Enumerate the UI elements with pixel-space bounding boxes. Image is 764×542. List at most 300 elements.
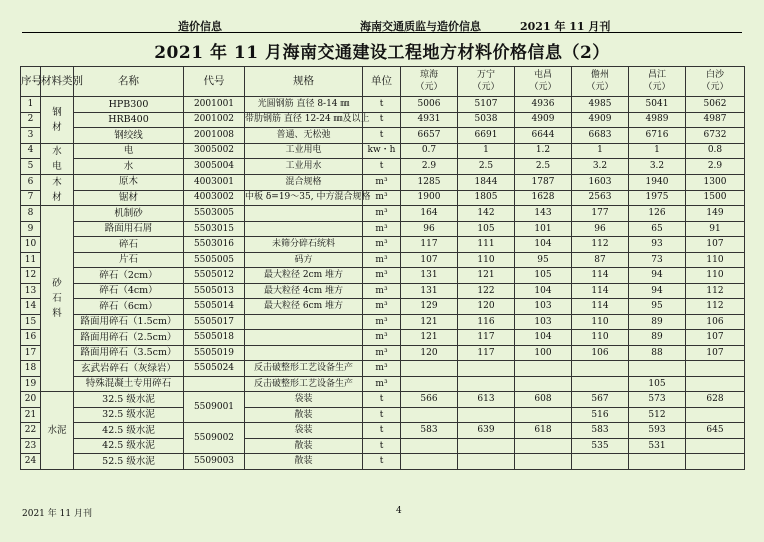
table-row xyxy=(21,438,745,454)
price-cell: 4985 xyxy=(572,97,629,113)
header-center: 海南交通质监与造价信息 xyxy=(360,20,481,33)
unit-cell: kw・h xyxy=(363,143,401,159)
price-cell xyxy=(458,438,515,454)
price-cell: 107 xyxy=(686,330,745,346)
row-number: 21 xyxy=(21,407,41,423)
price-cell: 512 xyxy=(629,407,686,423)
table-row xyxy=(21,112,745,128)
price-cell: 2.5 xyxy=(458,159,515,175)
price-cell: 110 xyxy=(458,252,515,268)
price-cell: 6644 xyxy=(515,128,572,144)
material-code: 2001001 xyxy=(184,97,245,113)
price-cell: 107 xyxy=(686,237,745,253)
row-number: 24 xyxy=(21,454,41,470)
table-row xyxy=(21,97,745,113)
material-name: 42.5 级水泥 xyxy=(74,423,184,439)
material-code: 2001002 xyxy=(184,112,245,128)
unit-cell: t xyxy=(363,438,401,454)
table-row xyxy=(21,237,745,253)
col-name: 名称 xyxy=(74,67,184,97)
unit-cell: m³ xyxy=(363,330,401,346)
material-spec: 散装 xyxy=(245,438,363,454)
table-row xyxy=(21,345,745,361)
price-cell: 107 xyxy=(401,252,458,268)
price-cell: 5107 xyxy=(458,97,515,113)
price-cell: 104 xyxy=(515,237,572,253)
material-spec xyxy=(245,345,363,361)
price-cell: 0.8 xyxy=(686,143,745,159)
price-cell xyxy=(401,376,458,392)
material-spec: 中板 δ=19～35, 中方混合规格 xyxy=(245,190,363,206)
row-number: 13 xyxy=(21,283,41,299)
price-cell: 126 xyxy=(629,206,686,222)
material-code: 5509003 xyxy=(184,454,245,470)
price-cell: 1603 xyxy=(572,174,629,190)
table-row xyxy=(21,128,745,144)
row-number: 9 xyxy=(21,221,41,237)
col-city: 万宁 （元） xyxy=(458,67,515,97)
table-row xyxy=(21,174,745,190)
price-cell: 114 xyxy=(572,299,629,315)
table-row xyxy=(21,392,745,408)
price-table xyxy=(20,66,745,470)
price-cell: 1844 xyxy=(458,174,515,190)
unit-cell: m³ xyxy=(363,268,401,284)
price-cell: 1285 xyxy=(401,174,458,190)
row-number: 2 xyxy=(21,112,41,128)
material-name: 片石 xyxy=(74,252,184,268)
row-number: 16 xyxy=(21,330,41,346)
price-cell xyxy=(515,438,572,454)
price-cell: 112 xyxy=(686,299,745,315)
price-cell: 5006 xyxy=(401,97,458,113)
material-spec: 工业用电 xyxy=(245,143,363,159)
material-spec xyxy=(245,330,363,346)
material-name: 碎石 xyxy=(74,237,184,253)
unit-cell: m³ xyxy=(363,299,401,315)
table-row xyxy=(21,454,745,470)
material-name: 玄武岩碎石（灰绿岩） xyxy=(74,361,184,377)
material-code: 5503005 xyxy=(184,206,245,222)
material-spec: 反击破整形工艺设备生产 xyxy=(245,376,363,392)
row-number: 18 xyxy=(21,361,41,377)
unit-cell: t xyxy=(363,159,401,175)
material-spec xyxy=(245,206,363,222)
price-cell: 122 xyxy=(458,283,515,299)
table-row xyxy=(21,376,745,392)
material-spec xyxy=(245,314,363,330)
price-cell: 96 xyxy=(401,221,458,237)
table-row xyxy=(21,268,745,284)
price-cell: 2.9 xyxy=(401,159,458,175)
material-code: 5505014 xyxy=(184,299,245,315)
price-cell: 121 xyxy=(401,330,458,346)
price-cell: 87 xyxy=(572,252,629,268)
unit-cell: m³ xyxy=(363,345,401,361)
material-code: 5505005 xyxy=(184,252,245,268)
table-row xyxy=(21,407,745,423)
row-number: 10 xyxy=(21,237,41,253)
unit-cell: m³ xyxy=(363,237,401,253)
material-name: 32.5 级水泥 xyxy=(74,407,184,423)
price-cell: 103 xyxy=(515,314,572,330)
price-cell: 117 xyxy=(458,330,515,346)
price-cell: 1787 xyxy=(515,174,572,190)
page-title: 2021 年 11 月海南交通建设工程地方材料价格信息（2） xyxy=(154,43,610,63)
material-name: 路面用碎石（1.5cm） xyxy=(74,314,184,330)
price-cell: 2.5 xyxy=(515,159,572,175)
unit-cell: t xyxy=(363,454,401,470)
row-number: 8 xyxy=(21,206,41,222)
price-cell: 120 xyxy=(458,299,515,315)
material-spec: 反击破整形工艺设备生产 xyxy=(245,361,363,377)
price-cell xyxy=(686,454,745,470)
price-cell: 1.2 xyxy=(515,143,572,159)
material-spec: 袋装 xyxy=(245,392,363,408)
material-code: 5505019 xyxy=(184,345,245,361)
price-cell: 105 xyxy=(629,376,686,392)
price-cell: 110 xyxy=(572,330,629,346)
price-cell: 639 xyxy=(458,423,515,439)
row-number: 19 xyxy=(21,376,41,392)
material-spec: 最大粒径 6cm 堆方 xyxy=(245,299,363,315)
price-cell: 613 xyxy=(458,392,515,408)
row-number: 22 xyxy=(21,423,41,439)
table-row xyxy=(21,283,745,299)
material-spec: 带肋钢筋 直径 12-24 ㎜及以上 xyxy=(245,112,363,128)
price-cell: 114 xyxy=(572,268,629,284)
material-spec: 工业用水 xyxy=(245,159,363,175)
material-name: 电 xyxy=(74,143,184,159)
price-cell: 106 xyxy=(686,314,745,330)
price-cell xyxy=(401,438,458,454)
price-cell: 6691 xyxy=(458,128,515,144)
header-right: 2021 年 11 月刊 xyxy=(520,20,611,33)
price-cell xyxy=(686,361,745,377)
price-cell: 531 xyxy=(629,438,686,454)
price-cell: 628 xyxy=(686,392,745,408)
material-name: 碎石（4cm） xyxy=(74,283,184,299)
price-cell xyxy=(401,407,458,423)
price-cell: 2563 xyxy=(572,190,629,206)
col-unit: 单位 xyxy=(363,67,401,97)
row-number: 14 xyxy=(21,299,41,315)
table-row xyxy=(21,221,745,237)
price-cell xyxy=(458,407,515,423)
row-number: 4 xyxy=(21,143,41,159)
table-header-row xyxy=(21,67,745,97)
price-cell: 73 xyxy=(629,252,686,268)
price-cell: 114 xyxy=(572,283,629,299)
price-cell: 567 xyxy=(572,392,629,408)
price-cell: 1 xyxy=(572,143,629,159)
col-seq: 序号 xyxy=(21,67,41,97)
category-cell: 钢材 xyxy=(41,97,74,144)
material-name: 52.5 级水泥 xyxy=(74,454,184,470)
material-name: 机制砂 xyxy=(74,206,184,222)
price-cell: 1 xyxy=(458,143,515,159)
price-cell: 104 xyxy=(515,283,572,299)
price-cell: 105 xyxy=(458,221,515,237)
price-cell: 89 xyxy=(629,314,686,330)
material-code: 5509001 xyxy=(184,392,245,423)
price-cell: 3.2 xyxy=(572,159,629,175)
price-cell: 573 xyxy=(629,392,686,408)
price-cell: 116 xyxy=(458,314,515,330)
row-number: 15 xyxy=(21,314,41,330)
unit-cell: t xyxy=(363,423,401,439)
price-cell: 89 xyxy=(629,330,686,346)
unit-cell: m³ xyxy=(363,221,401,237)
price-cell: 5062 xyxy=(686,97,745,113)
unit-cell: t xyxy=(363,112,401,128)
price-cell: 65 xyxy=(629,221,686,237)
table-row xyxy=(21,252,745,268)
material-spec: 散装 xyxy=(245,407,363,423)
price-cell: 1975 xyxy=(629,190,686,206)
price-cell: 121 xyxy=(458,268,515,284)
price-cell: 88 xyxy=(629,345,686,361)
price-cell: 1805 xyxy=(458,190,515,206)
price-cell: 121 xyxy=(401,314,458,330)
price-cell: 105 xyxy=(515,268,572,284)
price-cell xyxy=(458,376,515,392)
unit-cell: t xyxy=(363,97,401,113)
material-name: 锯材 xyxy=(74,190,184,206)
row-number: 23 xyxy=(21,438,41,454)
material-name: 水 xyxy=(74,159,184,175)
price-cell: 94 xyxy=(629,283,686,299)
price-cell: 1940 xyxy=(629,174,686,190)
price-cell: 593 xyxy=(629,423,686,439)
footer-page-number: 4 xyxy=(396,506,402,516)
row-number: 7 xyxy=(21,190,41,206)
price-cell: 6732 xyxy=(686,128,745,144)
price-cell: 5038 xyxy=(458,112,515,128)
material-spec: 未筛分碎石统料 xyxy=(245,237,363,253)
header-left: 造价信息 xyxy=(178,20,222,33)
price-cell: 149 xyxy=(686,206,745,222)
header-rule xyxy=(22,32,742,33)
table-row xyxy=(21,159,745,175)
price-cell xyxy=(629,361,686,377)
material-spec: 散装 xyxy=(245,454,363,470)
material-code: 5505017 xyxy=(184,314,245,330)
price-cell xyxy=(458,361,515,377)
col-city: 儋州 （元） xyxy=(572,67,629,97)
table-row xyxy=(21,206,745,222)
price-cell: 91 xyxy=(686,221,745,237)
row-number: 6 xyxy=(21,174,41,190)
material-name: 路面用碎石（2.5cm） xyxy=(74,330,184,346)
material-name: 原木 xyxy=(74,174,184,190)
price-cell xyxy=(572,376,629,392)
col-city: 昌江 （元） xyxy=(629,67,686,97)
price-cell: 104 xyxy=(515,330,572,346)
unit-cell: m³ xyxy=(363,361,401,377)
unit-cell: t xyxy=(363,407,401,423)
price-cell: 608 xyxy=(515,392,572,408)
material-code: 5509002 xyxy=(184,423,245,454)
price-cell: 117 xyxy=(458,345,515,361)
unit-cell: m³ xyxy=(363,190,401,206)
material-name: 碎石（6cm） xyxy=(74,299,184,315)
material-name: 路面用石屑 xyxy=(74,221,184,237)
price-cell: 583 xyxy=(401,423,458,439)
price-cell: 4931 xyxy=(401,112,458,128)
price-cell: 3.2 xyxy=(629,159,686,175)
price-cell: 106 xyxy=(572,345,629,361)
price-cell: 103 xyxy=(515,299,572,315)
price-cell: 535 xyxy=(572,438,629,454)
price-cell: 645 xyxy=(686,423,745,439)
price-cell: 110 xyxy=(686,268,745,284)
col-city: 白沙 （元） xyxy=(686,67,745,97)
price-cell xyxy=(686,438,745,454)
table-row xyxy=(21,143,745,159)
material-spec: 光圆钢筋 直径 8-14 ㎜ xyxy=(245,97,363,113)
price-cell: 117 xyxy=(401,237,458,253)
price-cell: 6716 xyxy=(629,128,686,144)
category-cell: 水电 xyxy=(41,143,74,174)
price-cell: 1 xyxy=(629,143,686,159)
category-cell: 砂石料 xyxy=(41,206,74,392)
material-name: 特殊混凝土专用碎石 xyxy=(74,376,184,392)
material-spec: 最大粒径 2cm 堆方 xyxy=(245,268,363,284)
row-number: 17 xyxy=(21,345,41,361)
table-row xyxy=(21,330,745,346)
price-cell: 583 xyxy=(572,423,629,439)
price-cell xyxy=(572,361,629,377)
material-spec: 最大粒径 4cm 堆方 xyxy=(245,283,363,299)
price-cell: 164 xyxy=(401,206,458,222)
price-cell: 1500 xyxy=(686,190,745,206)
price-cell: 566 xyxy=(401,392,458,408)
price-cell: 0.7 xyxy=(401,143,458,159)
unit-cell: t xyxy=(363,392,401,408)
price-cell xyxy=(515,454,572,470)
material-spec: 袋装 xyxy=(245,423,363,439)
material-name: 42.5 级水泥 xyxy=(74,438,184,454)
price-cell xyxy=(629,454,686,470)
table-row xyxy=(21,190,745,206)
material-code: 5505018 xyxy=(184,330,245,346)
material-spec: 码方 xyxy=(245,252,363,268)
price-cell: 129 xyxy=(401,299,458,315)
table-row xyxy=(21,299,745,315)
material-code: 2001008 xyxy=(184,128,245,144)
price-cell xyxy=(401,454,458,470)
price-cell: 143 xyxy=(515,206,572,222)
price-cell: 4989 xyxy=(629,112,686,128)
row-number: 11 xyxy=(21,252,41,268)
unit-cell: m³ xyxy=(363,206,401,222)
unit-cell: m³ xyxy=(363,252,401,268)
unit-cell: m³ xyxy=(363,174,401,190)
col-category: 材料类别 xyxy=(41,67,74,97)
price-cell: 5041 xyxy=(629,97,686,113)
table-row xyxy=(21,314,745,330)
row-number: 3 xyxy=(21,128,41,144)
material-code: 4003002 xyxy=(184,190,245,206)
material-code: 4003001 xyxy=(184,174,245,190)
material-name: HRB400 xyxy=(74,112,184,128)
row-number: 12 xyxy=(21,268,41,284)
table-row xyxy=(21,423,745,439)
price-cell: 4909 xyxy=(515,112,572,128)
price-cell: 6657 xyxy=(401,128,458,144)
material-code: 5505024 xyxy=(184,361,245,377)
price-cell: 95 xyxy=(515,252,572,268)
row-number: 20 xyxy=(21,392,41,408)
material-spec xyxy=(245,221,363,237)
material-name: 钢绞线 xyxy=(74,128,184,144)
material-name: HPB300 xyxy=(74,97,184,113)
price-cell xyxy=(515,376,572,392)
price-cell: 2.9 xyxy=(686,159,745,175)
material-code: 3005002 xyxy=(184,143,245,159)
price-cell: 618 xyxy=(515,423,572,439)
col-spec: 规格 xyxy=(245,67,363,97)
unit-cell: m³ xyxy=(363,314,401,330)
material-spec: 混合规格 xyxy=(245,174,363,190)
price-cell: 101 xyxy=(515,221,572,237)
price-cell: 112 xyxy=(686,283,745,299)
price-cell: 516 xyxy=(572,407,629,423)
category-cell: 木材 xyxy=(41,174,74,205)
price-cell: 95 xyxy=(629,299,686,315)
material-code: 5503016 xyxy=(184,237,245,253)
price-cell: 142 xyxy=(458,206,515,222)
price-cell xyxy=(572,454,629,470)
price-cell: 131 xyxy=(401,268,458,284)
price-cell: 107 xyxy=(686,345,745,361)
table-row xyxy=(21,361,745,377)
unit-cell: m³ xyxy=(363,283,401,299)
price-cell: 1628 xyxy=(515,190,572,206)
material-name: 32.5 级水泥 xyxy=(74,392,184,408)
price-cell xyxy=(515,407,572,423)
material-spec: 普通、无松弛 xyxy=(245,128,363,144)
col-code: 代号 xyxy=(184,67,245,97)
price-cell: 4936 xyxy=(515,97,572,113)
price-cell xyxy=(686,407,745,423)
col-city: 琼海 （元） xyxy=(401,67,458,97)
row-number: 1 xyxy=(21,97,41,113)
price-cell: 93 xyxy=(629,237,686,253)
price-cell: 4909 xyxy=(572,112,629,128)
col-city: 屯昌 （元） xyxy=(515,67,572,97)
price-cell: 100 xyxy=(515,345,572,361)
price-cell: 96 xyxy=(572,221,629,237)
price-cell xyxy=(686,376,745,392)
price-cell: 1300 xyxy=(686,174,745,190)
material-code: 5505012 xyxy=(184,268,245,284)
price-cell: 120 xyxy=(401,345,458,361)
price-cell xyxy=(458,454,515,470)
material-code: 5505013 xyxy=(184,283,245,299)
price-cell: 131 xyxy=(401,283,458,299)
price-cell: 112 xyxy=(572,237,629,253)
price-cell: 111 xyxy=(458,237,515,253)
material-code: 5503015 xyxy=(184,221,245,237)
price-cell xyxy=(401,361,458,377)
footer-issue: 2021 年 11 月刊 xyxy=(22,509,92,519)
row-number: 5 xyxy=(21,159,41,175)
category-cell: 水泥 xyxy=(41,392,74,470)
price-cell: 110 xyxy=(686,252,745,268)
material-name: 路面用碎石（3.5cm） xyxy=(74,345,184,361)
